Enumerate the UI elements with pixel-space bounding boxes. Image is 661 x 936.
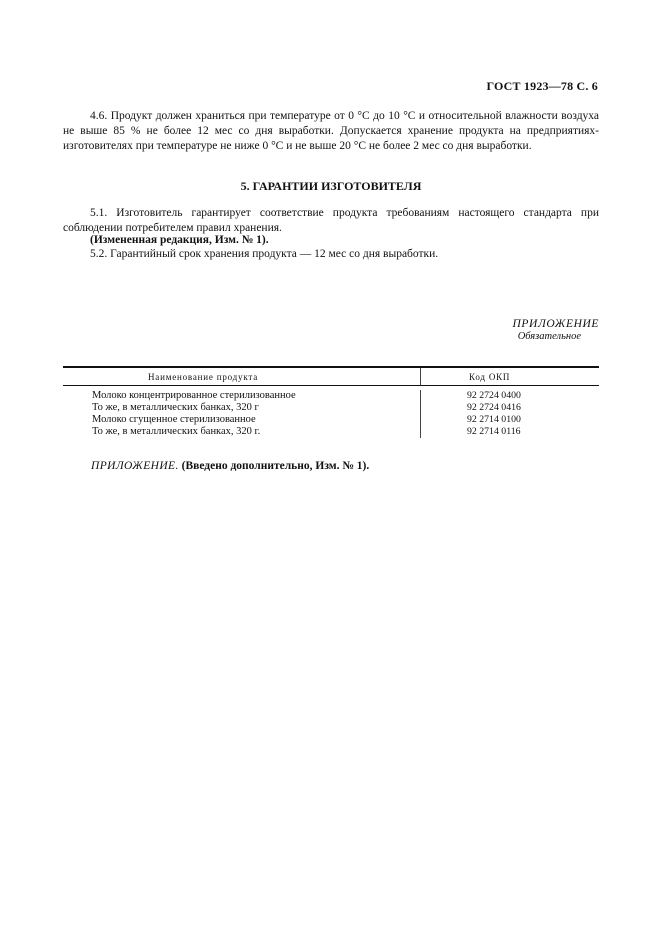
appendix-footer-note: (Введено дополнительно, Изм. № 1).: [181, 460, 370, 472]
amendment-note: (Измененная редакция, Изм. № 1).: [90, 234, 269, 246]
table-row-code: 92 2724 0400: [467, 390, 521, 401]
table-header-rule: [63, 385, 599, 386]
table-header-divider: [420, 368, 421, 385]
appendix-subtitle: Обязательное: [517, 331, 581, 342]
page-header: ГОСТ 1923—78 С. 6: [486, 79, 598, 93]
table-top-rule: [63, 366, 599, 368]
section-5-title: 5. ГАРАНТИИ ИЗГОТОВИТЕЛЯ: [240, 179, 422, 193]
table-row-code: 92 2724 0416: [467, 402, 521, 413]
table-header-name: Наименование продукта: [148, 372, 259, 382]
appendix-footer: [91, 460, 369, 472]
table-body-divider: [420, 390, 421, 438]
table-row-name: Молоко концентрированное стерилизованное: [92, 390, 296, 401]
paragraph-4-6-text: 4.6. Продукт должен храниться при температуре от 0 °С до 10 °С и относительной влажности воздуха не выше 85 % не более 12 мес со дня выработки. Допускается хранение продукта на предприятиях-изготовителях при температуре не ниже 0 °С и не выше 20 °С не более 2 мес со дня выработки.: [63, 110, 599, 152]
appendix-title: ПРИЛОЖЕНИЕ: [512, 318, 599, 330]
paragraph-5-1-text: 5.1. Изготовитель гарантирует соответствие продукта требованиям настоящего стандарта при соблюдении потребителем правил хранения.: [63, 207, 599, 234]
table-row-name: То же, в металлических банках, 320 г: [92, 402, 259, 413]
table-header-code: Код ОКП: [469, 372, 511, 382]
table-row-name: Молоко сгущенное стерилизованное: [92, 414, 256, 425]
paragraph-5-1: [63, 206, 599, 236]
table-row-name: То же, в металлических банках, 320 г.: [92, 426, 261, 437]
table-row-code: 92 2714 0116: [467, 426, 521, 437]
table-row-code: 92 2714 0100: [467, 414, 521, 425]
paragraph-5-2: 5.2. Гарантийный срок хранения продукта — 12 мес со дня выработки.: [90, 248, 439, 260]
appendix-footer-label: ПРИЛОЖЕНИЕ.: [91, 460, 179, 472]
paragraph-4-6: [63, 109, 599, 154]
